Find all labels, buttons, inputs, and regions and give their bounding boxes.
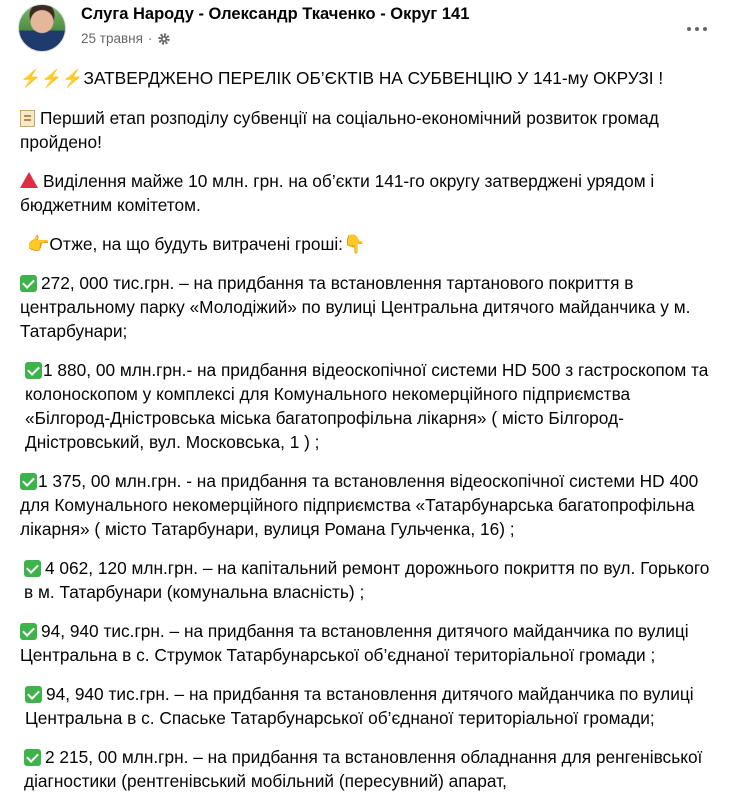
- item-text: 1 880, 00 млн.грн.- на придбання відеоскопічної системи HD 500 з гастроскопом та колоноскопом у комплексі для Комунального некомерційного підприємства «Білгород-Дністровська міська багатопрофільна лікарня» ( місто Білгород-Дністровський, вул. Московська, 1 ) ;: [25, 360, 709, 452]
- check-icon: [20, 473, 37, 490]
- meta-separator: ·: [147, 31, 153, 46]
- author-avatar[interactable]: [18, 4, 66, 52]
- post-meta: [81, 31, 171, 46]
- gear-icon[interactable]: [157, 32, 171, 46]
- check-icon: [20, 623, 37, 640]
- list-item: [20, 619, 720, 667]
- item-text: 272, 000 тис.грн. – на придбання та встановлення тартанового покриття в центральному парку «Молодіжий» по вулиці Центральна дитячого майданчика у м. Татарбунари;: [20, 273, 691, 341]
- item-text: 1 375, 00 млн.грн. - на придбання та встановлення відеоскопічної системи HD 400 для Комунального некомерційного підприємства «Татарбунарська багатопрофільна лікарня» ( місто Татарбунари, вулиця Романа Гульченка, 16) ;: [20, 471, 699, 539]
- list-item: [20, 469, 720, 541]
- allocation-text: Виділення майже 10 млн. грн. на об’єкти 141-го округу затверджені урядом і бюджетним комітетом.: [20, 171, 655, 215]
- headline-text: ЗАТВЕРДЖЕНО ПЕРЕЛІК ОБ’ЄКТІВ НА СУБВЕНЦІЮ У 141-му ОКРУЗІ !: [83, 68, 664, 88]
- list-item: [20, 358, 720, 454]
- red-triangle-icon: [20, 172, 38, 188]
- post-header: [0, 0, 734, 60]
- post-date[interactable]: 25 травня: [81, 31, 143, 46]
- spending-text: Отже, на що будуть витрачені гроші:: [49, 234, 343, 254]
- item-text: 94, 940 тис.грн. – на придбання та встановлення дитячого майданчика по вулиці Центральна в с. Струмок Татарбунарської об’єднаної територіальної громади ;: [20, 621, 689, 665]
- list-item: [20, 682, 720, 730]
- item-text: 2 215, 00 млн.грн. – на придбання та встановлення обладнання для ренгенівської діагностики (рентгенівський мобільний (пересувний) апарат,: [24, 747, 703, 791]
- item-text: 94, 940 тис.грн. – на придбання та встановлення дитячого майданчика по вулиці Центральна в с. Спаське Татарбунарської об’єднаної територіальної громади;: [25, 684, 694, 728]
- list-item: [20, 745, 720, 793]
- lightning-icon: ⚡⚡⚡: [20, 69, 84, 88]
- check-icon: [25, 362, 42, 379]
- headline: [20, 66, 720, 91]
- paragraph-allocation: [20, 169, 720, 217]
- check-icon: [24, 749, 41, 766]
- check-icon: [25, 686, 42, 703]
- memo-icon: [20, 110, 35, 127]
- check-icon: [20, 275, 37, 292]
- list-item: [20, 556, 720, 604]
- stage-text: Перший етап розподілу субвенції на соціально-економічний розвиток громад пройдено!: [20, 108, 659, 152]
- pointing-right-icon: 👉: [27, 234, 50, 254]
- author-name[interactable]: Слуга Народу - Олександр Ткаченко - Округ 141: [81, 5, 470, 23]
- item-text: 4 062, 120 млн.грн. – на капітальний ремонт дорожнього покриття по вул. Горького в м. Татарбунари (комунальна власність) ;: [24, 558, 710, 602]
- check-icon: [24, 560, 41, 577]
- more-options-icon[interactable]: [680, 14, 714, 44]
- paragraph-spending: [20, 232, 720, 256]
- post-body: [20, 66, 720, 808]
- paragraph-stage: [20, 106, 720, 154]
- list-item: [20, 271, 720, 343]
- pointing-down-icon: 👇: [342, 234, 366, 254]
